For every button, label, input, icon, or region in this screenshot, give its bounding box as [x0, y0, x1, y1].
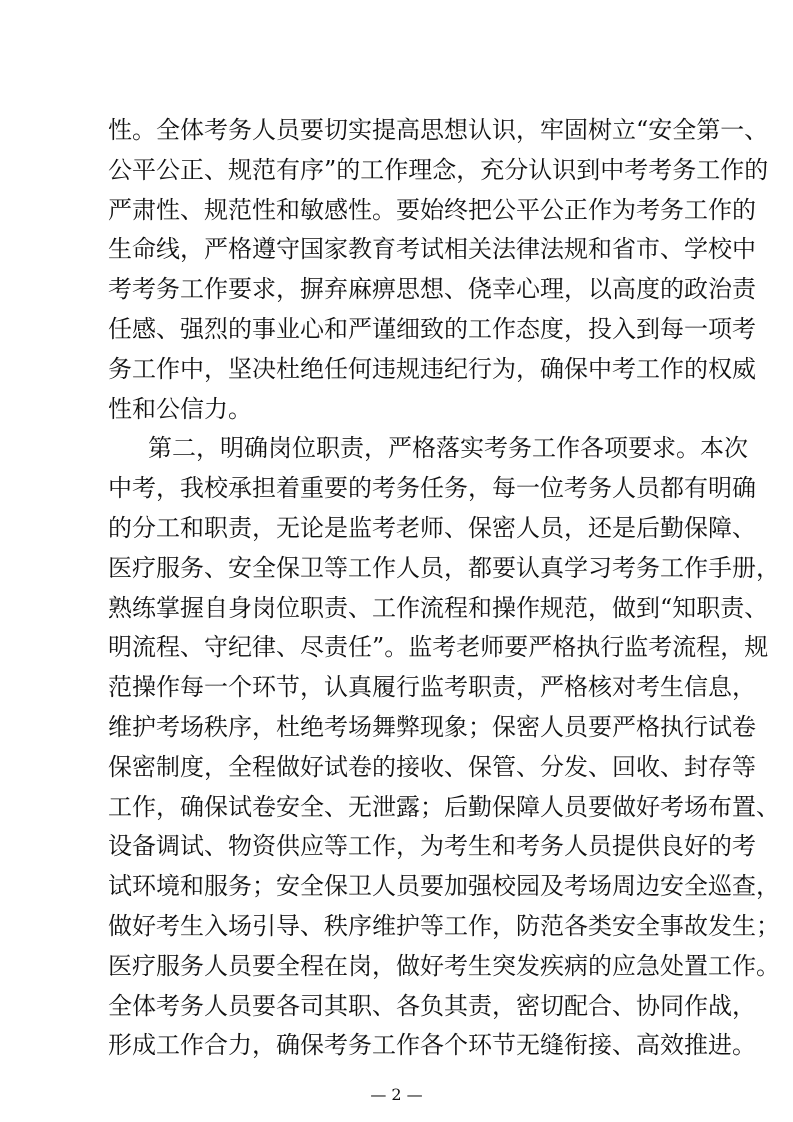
- paragraph-1-line: 考考务工作要求，摒弃麻痹思想、侥幸心理，以高度的政治责: [108, 275, 756, 304]
- paragraph-2-line: 试环境和服务；安全保卫人员要加强校园及考场周边安全巡查，: [108, 872, 780, 901]
- paragraph-1-line: 性和公信力。: [108, 394, 252, 423]
- paragraph-1-line: 务工作中，坚决杜绝任何违规违纪行为，确保中考工作的权威: [108, 354, 756, 383]
- paragraph-1-line: 任感、强烈的事业心和严谨细致的工作态度，投入到每一项考: [108, 315, 756, 343]
- paragraph-1-line: 生命线，严格遵守国家教育考试相关法律法规和省市、学校中: [108, 235, 756, 264]
- paragraph-2-line: 医疗服务、安全保卫等工作人员，都要认真学习考务工作手册，: [108, 553, 780, 582]
- paragraph-2-line: 维护考场秩序，杜绝考场舞弊现象；保密人员要严格执行试卷: [108, 713, 756, 741]
- paragraph-2-line: 中考，我校承担着重要的考务任务，每一位考务人员都有明确: [108, 474, 756, 503]
- paragraph-2-line: 明流程、守纪律、尽责任”。监考老师要严格执行监考流程，规: [108, 633, 769, 662]
- paragraph-2-line: 全体考务人员要各司其职、各负其责，密切配合、协同作战，: [108, 991, 756, 1020]
- paragraph-2-line: 医疗服务人员要全程在岗，做好考生突发疾病的应急处置工作。: [108, 951, 780, 980]
- paragraph-1-line: 公平公正、规范有序”的工作理念，充分认识到中考考务工作的: [108, 155, 769, 184]
- paragraph-2-line: 做好考生入场引导、秩序维护等工作，防范各类安全事故发生；: [108, 912, 780, 940]
- paragraph-1-line: 性。全体考务人员要切实提高思想认识，牢固树立“安全第一、: [108, 116, 769, 144]
- paragraph-2-line: 范操作每一个环节，认真履行监考职责，严格核对考生信息，: [108, 673, 756, 702]
- paragraph-2-line: 第二，明确岗位职责，严格落实考务工作各项要求。本次: [148, 434, 748, 463]
- paragraph-2-line: 的分工和职责，无论是监考老师、保密人员，还是后勤保障、: [108, 514, 756, 542]
- paragraph-2-line: 保密制度，全程做好试卷的接收、保管、分发、回收、封存等: [108, 752, 756, 781]
- paragraph-2-line: 设备调试、物资供应等工作，为考生和考务人员提供良好的考: [108, 832, 756, 861]
- paragraph-2-line: 形成工作合力，确保考务工作各个环节无缝衔接、高效推进。: [108, 1031, 756, 1060]
- paragraph-2-line: 工作，确保试卷安全、无泄露；后勤保障人员要做好考场布置、: [108, 792, 780, 821]
- page-number: — 2 —: [370, 1085, 423, 1104]
- paragraph-2-line: 熟练掌握自身岗位职责、工作流程和操作规范，做到“知职责、: [108, 593, 769, 622]
- paragraph-1-line: 严肃性、规范性和敏感性。要始终把公平公正作为考务工作的: [108, 195, 756, 224]
